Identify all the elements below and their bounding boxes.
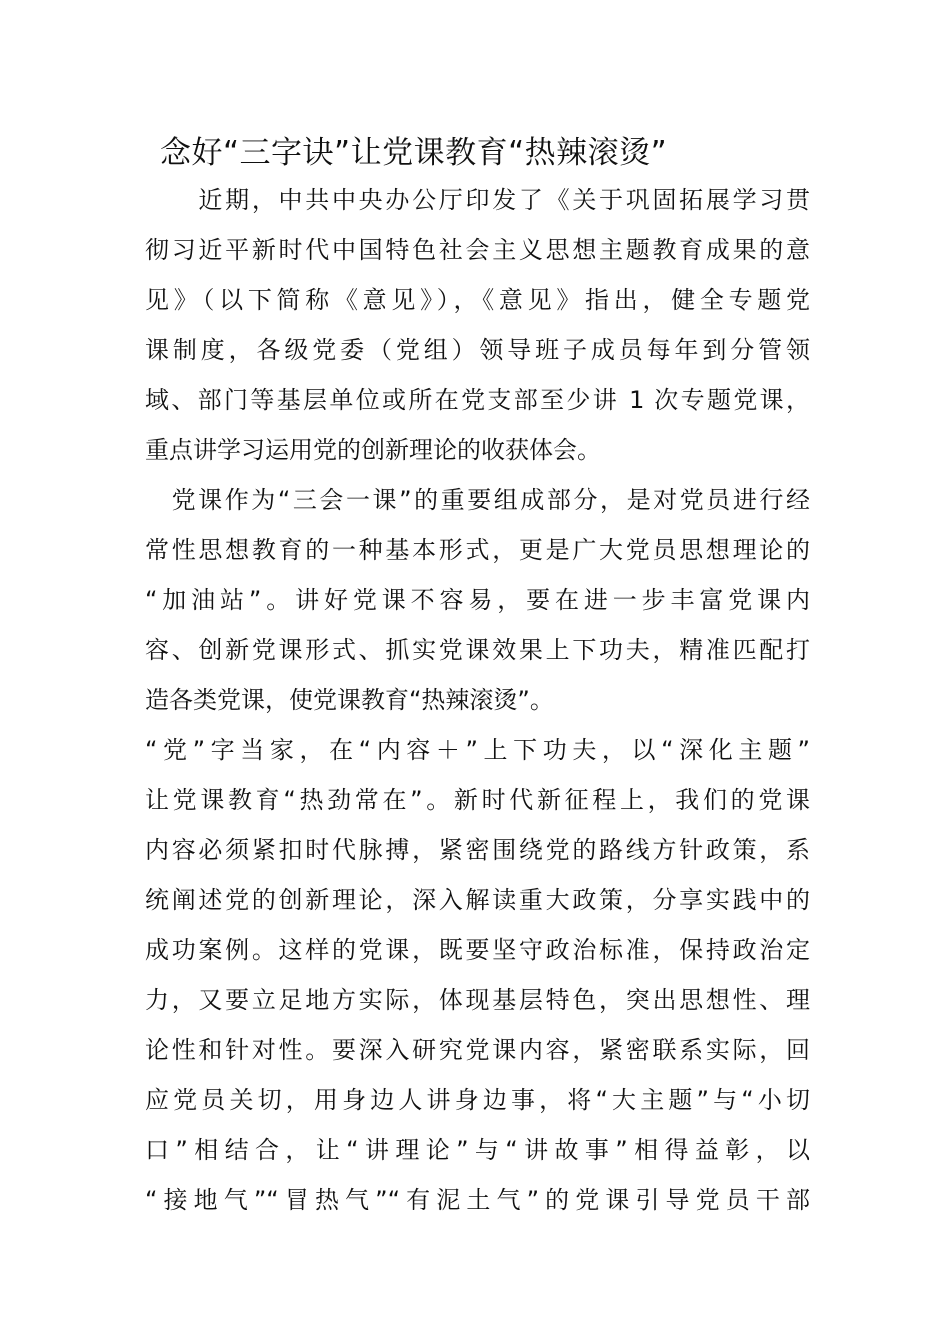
paragraph-line: 彻习近平新时代中国特色社会主义思想主题教育成果的意	[145, 236, 810, 264]
paragraph-line: 内容必须紧扣时代脉搏，紧密围绕党的路线方针政策，系	[145, 836, 810, 864]
paragraph-line: 力，又要立足地方实际，体现基层特色，突出思想性、理	[145, 986, 810, 1014]
paragraph-line: 造各类党课，使党课教育“热辣滚烫”。	[145, 686, 554, 714]
paragraph-line: 党课作为“三会一课”的重要组成部分，是对党员进行经	[145, 486, 810, 514]
paragraph-line: 容、创新党课形式、抓实党课效果上下功夫，精准匹配打	[145, 636, 810, 664]
paragraph-line: 近期，中共中央办公厅印发了《关于巩固拓展学习贯	[145, 186, 810, 214]
paragraph-line: 口”相结合，让“讲理论”与“讲故事”相得益彰，以	[145, 1136, 810, 1164]
paragraph-line: 让党课教育“热劲常在”。新时代新征程上，我们的党课	[145, 786, 810, 814]
paragraph-line: 域、部门等基层单位或所在党支部至少讲 1 次专题党课，	[145, 386, 810, 414]
paragraph-line: “党”字当家，在“内容＋”上下功夫，以“深化主题”	[145, 736, 810, 764]
paragraph-line: “加油站”。讲好党课不容易，要在进一步丰富党课内	[145, 586, 810, 614]
paragraph-line: 课制度，各级党委（党组）领导班子成员每年到分管领	[145, 336, 810, 364]
paragraph-line: 统阐述党的创新理论，深入解读重大政策，分享实践中的	[145, 886, 810, 914]
paragraph-line: 论性和针对性。要深入研究党课内容，紧密联系实际，回	[145, 1036, 810, 1064]
document-title: 念好“三字诀”让党课教育“热辣滚烫”	[160, 135, 668, 171]
paragraph-line: “接地气”“冒热气”“有泥土气”的党课引导党员干部	[145, 1186, 810, 1214]
paragraph-line: 常性思想教育的一种基本形式，更是广大党员思想理论的	[145, 536, 810, 564]
paragraph-line: 成功案例。这样的党课，既要坚守政治标准，保持政治定	[145, 936, 810, 964]
paragraph-line: 重点讲学习运用党的创新理论的收获体会。	[145, 436, 601, 464]
paragraph-line: 应党员关切，用身边人讲身边事，将“大主题”与“小切	[145, 1086, 810, 1114]
paragraph-line: 见》（以下简称《意见》），《意见》指出，健全专题党	[145, 286, 810, 314]
